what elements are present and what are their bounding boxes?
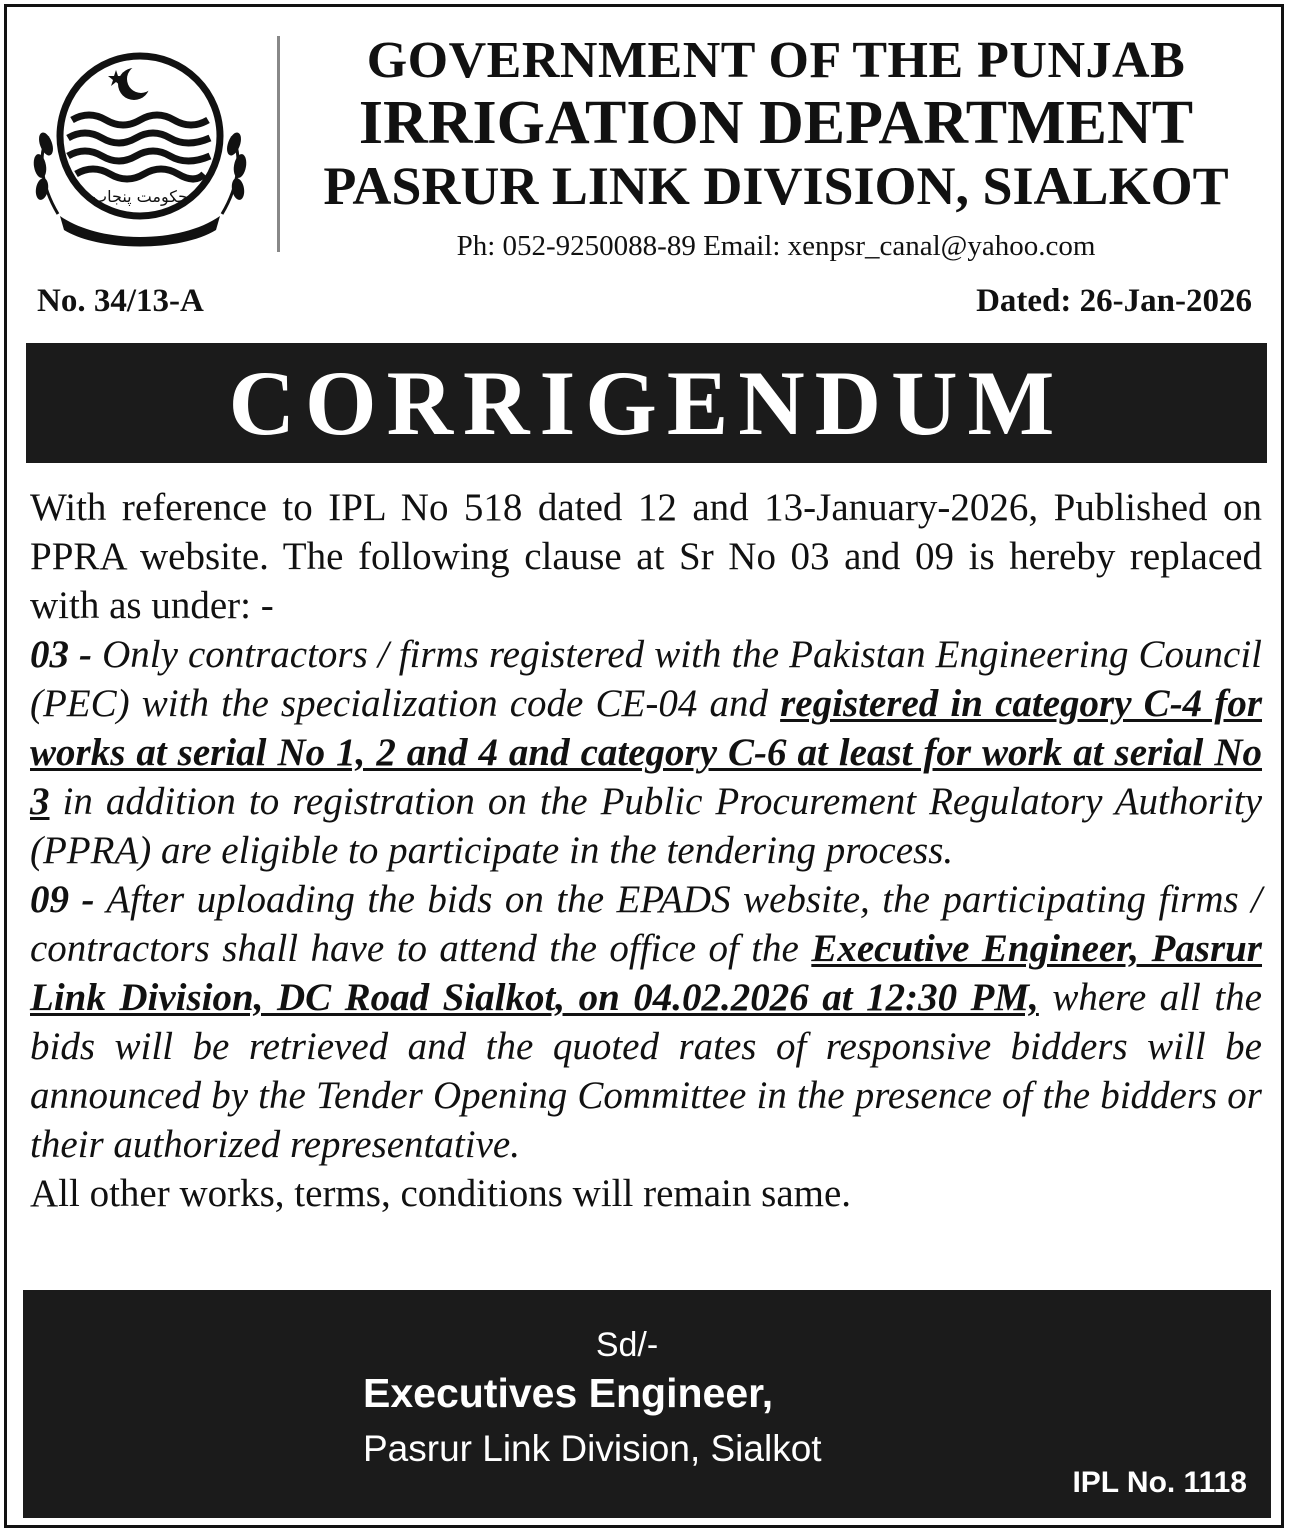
clause-03 [30,630,1262,875]
clause-09-emphasis: Executive Engineer, Pasrur Link Division, DC Road Sialkot, on 04.02.2026 at 12:30 PM, [30,927,1262,1019]
signatory-title: Executives Engineer, [363,1370,774,1416]
signed-mark: Sd/- [595,1326,659,1364]
header-divider [277,36,280,252]
contact-info: Ph: 052-9250088-89 Email: xenpsr_canal@yahoo.com [456,230,1096,262]
notice-date: Dated: 26-Jan-2026 [976,283,1252,319]
division-title: PASRUR LINK DIVISION, SIALKOT [323,156,1229,216]
emblem-urdu-text: حکومت پنجاب [92,187,188,206]
clause-03-number: 03 - [30,633,93,676]
signature-block [23,1290,1271,1518]
department-title: IRRIGATION DEPARTMENT [358,89,1194,157]
letterhead [292,28,1260,218]
ipl-number: IPL No. 1118 [1072,1466,1247,1499]
reference-number: No. 34/13-A [37,283,204,319]
notice-body [30,483,1262,1218]
clause-03-text: Only contractors / firms registered with the Pakistan Engineering Council (PEC) with the specialization code CE-04 and [30,633,1262,725]
intro-paragraph: With reference to IPL No 518 dated 12 and 13-January-2026, Published on PPRA website. The following clause at Sr No 03 and 09 is hereby replaced with as under: - [30,486,1262,627]
clause-09-number: 09 - [30,878,95,921]
clause-09 [30,875,1262,1169]
closing-paragraph: All other works, terms, conditions will remain same. [30,1172,852,1215]
government-title: GOVERNMENT OF THE PUNJAB [366,32,1186,89]
clause-09-text: After uploading the bids on the EPADS website, the participating firms / contractors shall have to attend the office of the [30,878,1262,970]
clause-03-emphasis: registered in category C-4 for works at serial No 1, 2 and 4 and category C-6 at least for work at serial No 3 [30,682,1262,823]
clause-09-tail: where all the bids will be retrieved and the quoted rates of responsive bidders will be announced by the Tender Opening Committee in the presence of the bidders or their authorized representative. [30,976,1262,1166]
signatory-division: Pasrur Link Division, Sialkot [363,1428,822,1469]
clause-03-tail: in addition to registration on the Public Procurement Regulatory Authority (PPRA) are eligible to participate in the tendering process. [30,780,1263,872]
corrigendum-banner: CORRIGENDUM [26,343,1267,463]
punjab-emblem-icon [20,44,260,254]
